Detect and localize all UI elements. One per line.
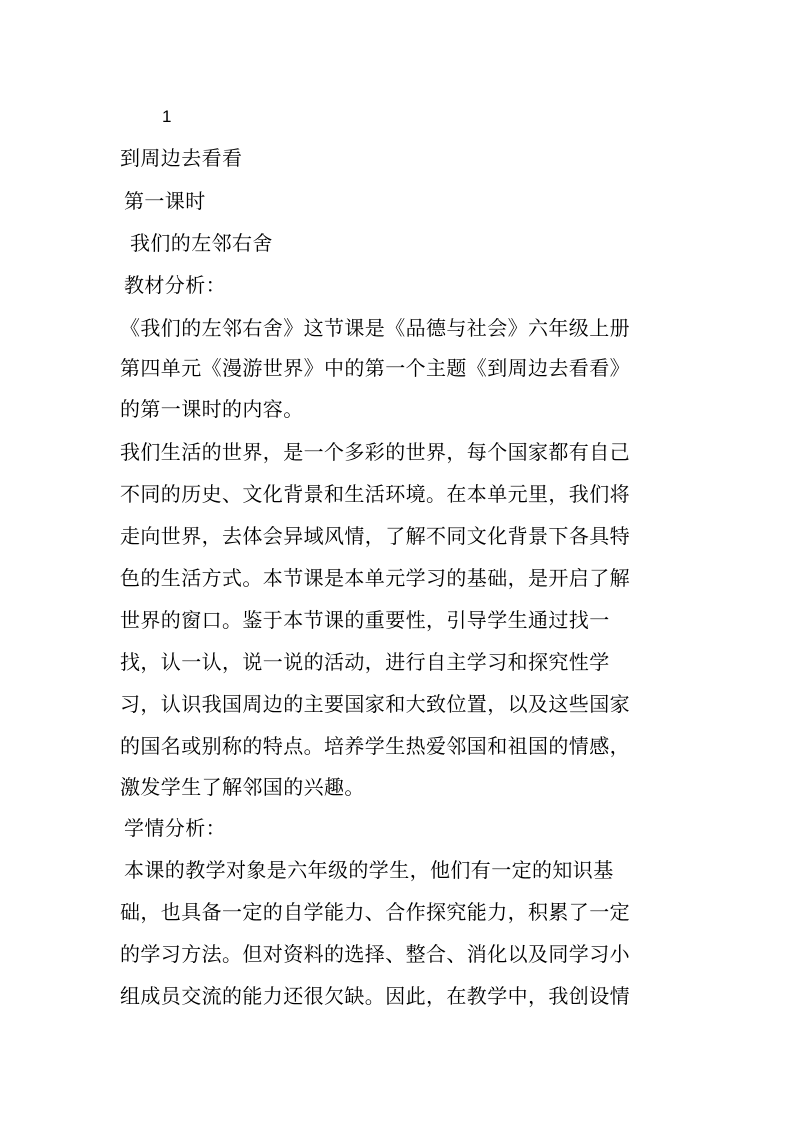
paragraph-line: 的第一课时的内容。	[120, 397, 304, 421]
paragraph-line: 色的生活方式。本节课是本单元学习的基础，是开启了解	[120, 566, 630, 590]
period-label: 第一课时	[124, 189, 206, 213]
paragraph-line: 走向世界，去体会异域风情，了解不同文化背景下各具特	[120, 524, 630, 548]
paragraph-line: 组成员交流的能力还很欠缺。因此，在教学中，我创设情	[120, 984, 630, 1008]
paragraph-line: 的国名或别称的特点。培养学生热爱邻国和祖国的情感，	[120, 734, 630, 758]
section-heading-textbook-analysis: 教材分析：	[124, 273, 226, 297]
paragraph-line: 《我们的左邻右舍》这节课是《品德与社会》六年级上册	[120, 316, 630, 340]
page-number: 1	[162, 107, 172, 126]
paragraph-line: 不同的历史、文化背景和生活环境。在本单元里，我们将	[120, 482, 630, 506]
unit-title: 到周边去看看	[120, 146, 243, 170]
paragraph-line: 础，也具备一定的自学能力、合作探究能力，积累了一定	[120, 900, 630, 924]
lesson-title: 我们的左邻右舍	[130, 231, 273, 255]
section-heading-student-analysis: 学情分析：	[124, 816, 226, 840]
paragraph-line: 的学习方法。但对资料的选择、整合、消化以及同学习小	[120, 942, 630, 966]
paragraph-line: 世界的窗口。鉴于本节课的重要性，引导学生通过找一	[120, 608, 610, 632]
paragraph-line: 激发学生了解邻国的兴趣。	[120, 775, 365, 799]
paragraph-line: 本课的教学对象是六年级的学生，他们有一定的知识基	[124, 858, 614, 882]
paragraph-line: 第四单元《漫游世界》中的第一个主题《到周边去看看》	[120, 356, 630, 380]
paragraph-line: 我们生活的世界，是一个多彩的世界，每个国家都有自己	[120, 440, 630, 464]
paragraph-line: 找，认一认，说一说的活动，进行自主学习和探究性学	[120, 650, 610, 674]
paragraph-line: 习，认识我国周边的主要国家和大致位置，以及这些国家	[120, 692, 630, 716]
